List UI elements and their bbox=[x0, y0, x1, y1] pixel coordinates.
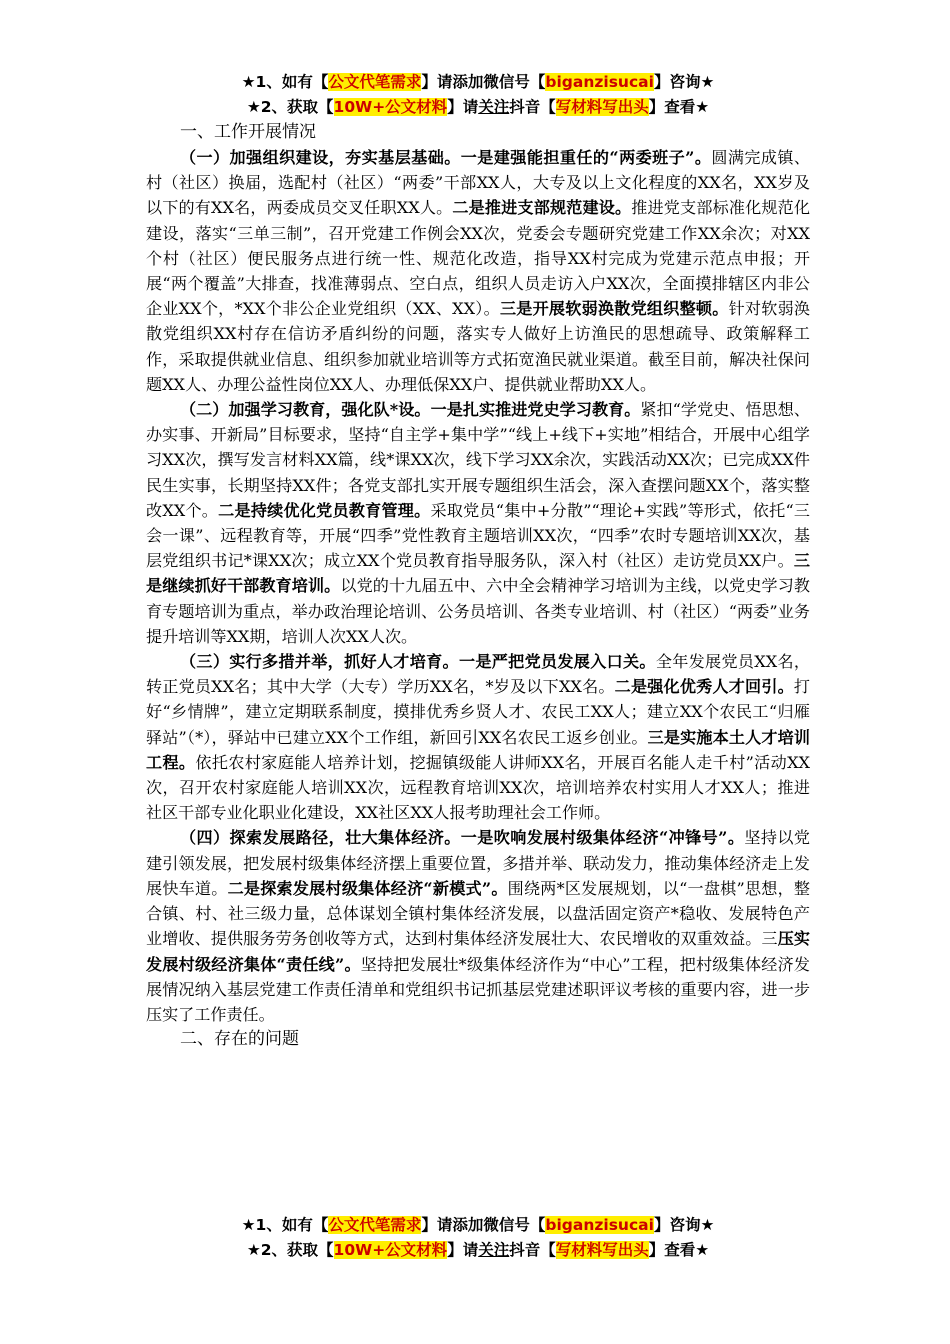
body-text: 依托农村家庭能人培养计划，挖掘镇级能人讲师XX名，开展百名能人走千村”活动XX次，召开农村家庭能人培训XX次，远程教育培训XX次，培训培养农村实用人才XX人；推进社区干部专业化职业化建设，XX社区XX人报考助理社会工作师。 bbox=[146, 752, 811, 823]
banner-text: 】查看★ bbox=[648, 1241, 710, 1259]
bold-phrase: 一是扎实推进党史学习教育。 bbox=[430, 400, 641, 420]
promo-banner-line-1 bbox=[146, 1213, 810, 1238]
body-text: 围绕两*区发展规划，以“一盘棋”思想，整合镇、村、社三级力量，总体谋划全镇村集体经济发展，以盘活固定资产*稳收、发展特色产业增收、提供服务劳务创收等方式，达到村集体经济发展壮大、农民增收的双重效益。三 bbox=[146, 878, 810, 949]
banner-text: 】查看★ bbox=[648, 98, 710, 116]
body-text: 紧扣“学党史、悟思想、办实事、开新局”目标要求，坚持“自主学+集中学”“线上+线下+实地”相结合，开展中心组学习XX次，撰写发言材料XX篇，线*课XX次，线下学习XX余次，实践活动XX次；已完成XX件民生实事，长期坚持XX件；各党支部扎实开展专题组织生活会，深入查摆问题XX个，落实整改XX个。 bbox=[146, 400, 810, 520]
body-text: 以党的十九届五中、六中全会精神学习培训为主线，以党史学习教育专题培训为重点，举办政治理论培训、公务员培训、各类专业培训、村（社区）“两委”业务提升培训等XX期，培训人次XX人次。 bbox=[146, 576, 811, 646]
paragraph-lead: （二）加强学习教育，强化队*设。 bbox=[180, 400, 431, 420]
banner-highlight: 10W+公文材料 bbox=[333, 1241, 448, 1259]
banner-underline: 关注 bbox=[478, 1241, 510, 1259]
banner-highlight: 写材料写出头 bbox=[555, 1241, 649, 1259]
body-text: 全年发展党员XX名，转正党员XX名；其中大学（大专）学历XX名，*岁及以下XX名。 bbox=[146, 652, 811, 697]
promo-banner-line-1 bbox=[146, 70, 810, 95]
banner-text: 】请 bbox=[447, 1241, 479, 1259]
footer-banner bbox=[146, 1213, 810, 1263]
bold-phrase: 一是吹响发展村级集体经济“冲锋号”。 bbox=[460, 828, 745, 848]
bold-phrase: 二是强化优秀人才回引。 bbox=[614, 677, 794, 697]
banner-underline: 关注 bbox=[478, 98, 510, 116]
bold-phrase: 压实发展村级经济集体“责任线”。 bbox=[146, 929, 811, 974]
paragraph-4 bbox=[146, 825, 810, 1027]
section-heading-2: 二、存在的问题 bbox=[180, 1029, 299, 1050]
bold-phrase: 二是推进支部规范建设。 bbox=[452, 198, 632, 218]
bold-phrase: 二是探索发展村级集体经济“新模式”。 bbox=[227, 878, 508, 898]
banner-highlight: biganzisucai bbox=[545, 73, 654, 91]
banner-highlight: 公文代笔需求 bbox=[328, 1216, 422, 1234]
body-text: 推进党支部标准化规范化建设，落实“三单三制”，召开党建工作例会XX次，党委会专题研究党建工作XX余次；对XX个村（社区）便民服务点进行统一性、规范化改造，指导XX村完成为党建示范点申报；开展“两个覆盖”大排查，找准薄弱点、空白点，组织人员走访入户XX次，全面摸排辖区内非公企业XX个，*XX个非公企业党组织（XX、XX）。 bbox=[146, 198, 811, 319]
banner-text: 】请 bbox=[447, 98, 479, 116]
banner-text: 】请添加微信号【 bbox=[421, 73, 546, 91]
banner-text: 抖音【 bbox=[509, 1241, 556, 1259]
banner-text: 】咨询★ bbox=[653, 73, 715, 91]
paragraph-3 bbox=[146, 649, 810, 825]
body-text: 打好“乡情牌”，建立定期联系制度，摸排优秀乡贤人才、农民工XX人；建立XX个农民工“归雁驿站”（*），驿站中已建立XX个工作组，新回引XX名农民工返乡创业。 bbox=[146, 677, 811, 747]
banner-text: ★2、获取【 bbox=[246, 1241, 334, 1259]
banner-text: 】请添加微信号【 bbox=[421, 1216, 546, 1234]
bold-phrase: 二是持续优化党员教育管理。 bbox=[218, 500, 431, 520]
body-text: 坚持以党建引领发展，把发展村级集体经济摆上重要位置，多措并举、联动发力，推动集体经济走上发展快车道。 bbox=[146, 828, 811, 898]
paragraph-lead: （三）实行多措并举，抓好人才培育。 bbox=[180, 652, 459, 672]
promo-banner-line-2 bbox=[146, 1238, 810, 1263]
banner-highlight: 写材料写出头 bbox=[555, 98, 649, 116]
banner-text: ★1、如有【 bbox=[241, 1216, 329, 1234]
body-text: 坚持把发展壮*级集体经济作为“中心”工程，把村级集体经济发展情况纳入基层党建工作责任清单和党组织书记抓基层党建述职评议考核的重要内容，进一步压实了工作责任。 bbox=[146, 954, 810, 1024]
section-heading-1: 一、工作开展情况 bbox=[180, 122, 316, 142]
bold-phrase: 三是继续抓好干部教育培训。 bbox=[146, 551, 810, 596]
banner-highlight: 公文代笔需求 bbox=[328, 73, 422, 91]
banner-text: ★2、获取【 bbox=[246, 98, 334, 116]
banner-highlight: 10W+公文材料 bbox=[333, 98, 448, 116]
banner-text: 】咨询★ bbox=[653, 1216, 715, 1234]
body-text: 圆满完成镇、村（社区）换届，选配村（社区）“两委”干部XX人，大专及以上文化程度的XX名，XX岁及以下的有XX名，两委成员交叉任职XX人。 bbox=[146, 148, 811, 218]
banner-text: 抖音【 bbox=[509, 98, 556, 116]
paragraph-2 bbox=[146, 397, 810, 649]
banner-highlight: biganzisucai bbox=[545, 1216, 654, 1234]
document-page bbox=[146, 70, 810, 1052]
paragraph-1 bbox=[146, 145, 810, 397]
paragraph-lead: （一）加强组织建设，夯实基层基础。 bbox=[180, 148, 461, 167]
banner-text: ★1、如有【 bbox=[241, 73, 329, 91]
bold-phrase: 一是严把党员发展入口关。 bbox=[458, 652, 656, 672]
body-text: 采取党员“集中+分散”“理论+实践”等形式，依托“三会一课”、远程教育等，开展“四季”党性教育主题培训XX次，“四季”农时专题培训XX次，基层党组织书记*课XX次；成立XX个党员教育指导服务队，深入村（社区）走访党员XX户。 bbox=[146, 500, 811, 571]
bold-phrase: 三是实施本土人才培训工程。 bbox=[146, 727, 810, 772]
body-text: 针对软弱涣散党组织XX村存在信访矛盾纠纷的问题，落实专人做好上访渔民的思想疏导、政策解释工作，采取提供就业信息、组织参加就业培训等方式拓宽渔民就业渠道。截至目前，解决社保问题XX人、办理公益性岗位XX人、办理低保XX户、提供就业帮助XX人。 bbox=[146, 299, 811, 394]
paragraph-lead: （四）探索发展路径，壮大集体经济。 bbox=[180, 828, 461, 848]
promo-banner-line-2 bbox=[146, 95, 810, 120]
bold-phrase: 三是开展软弱涣散党组织整顿。 bbox=[499, 299, 729, 319]
bold-phrase: 一是建强能担重任的“两委班子”。 bbox=[460, 148, 712, 167]
